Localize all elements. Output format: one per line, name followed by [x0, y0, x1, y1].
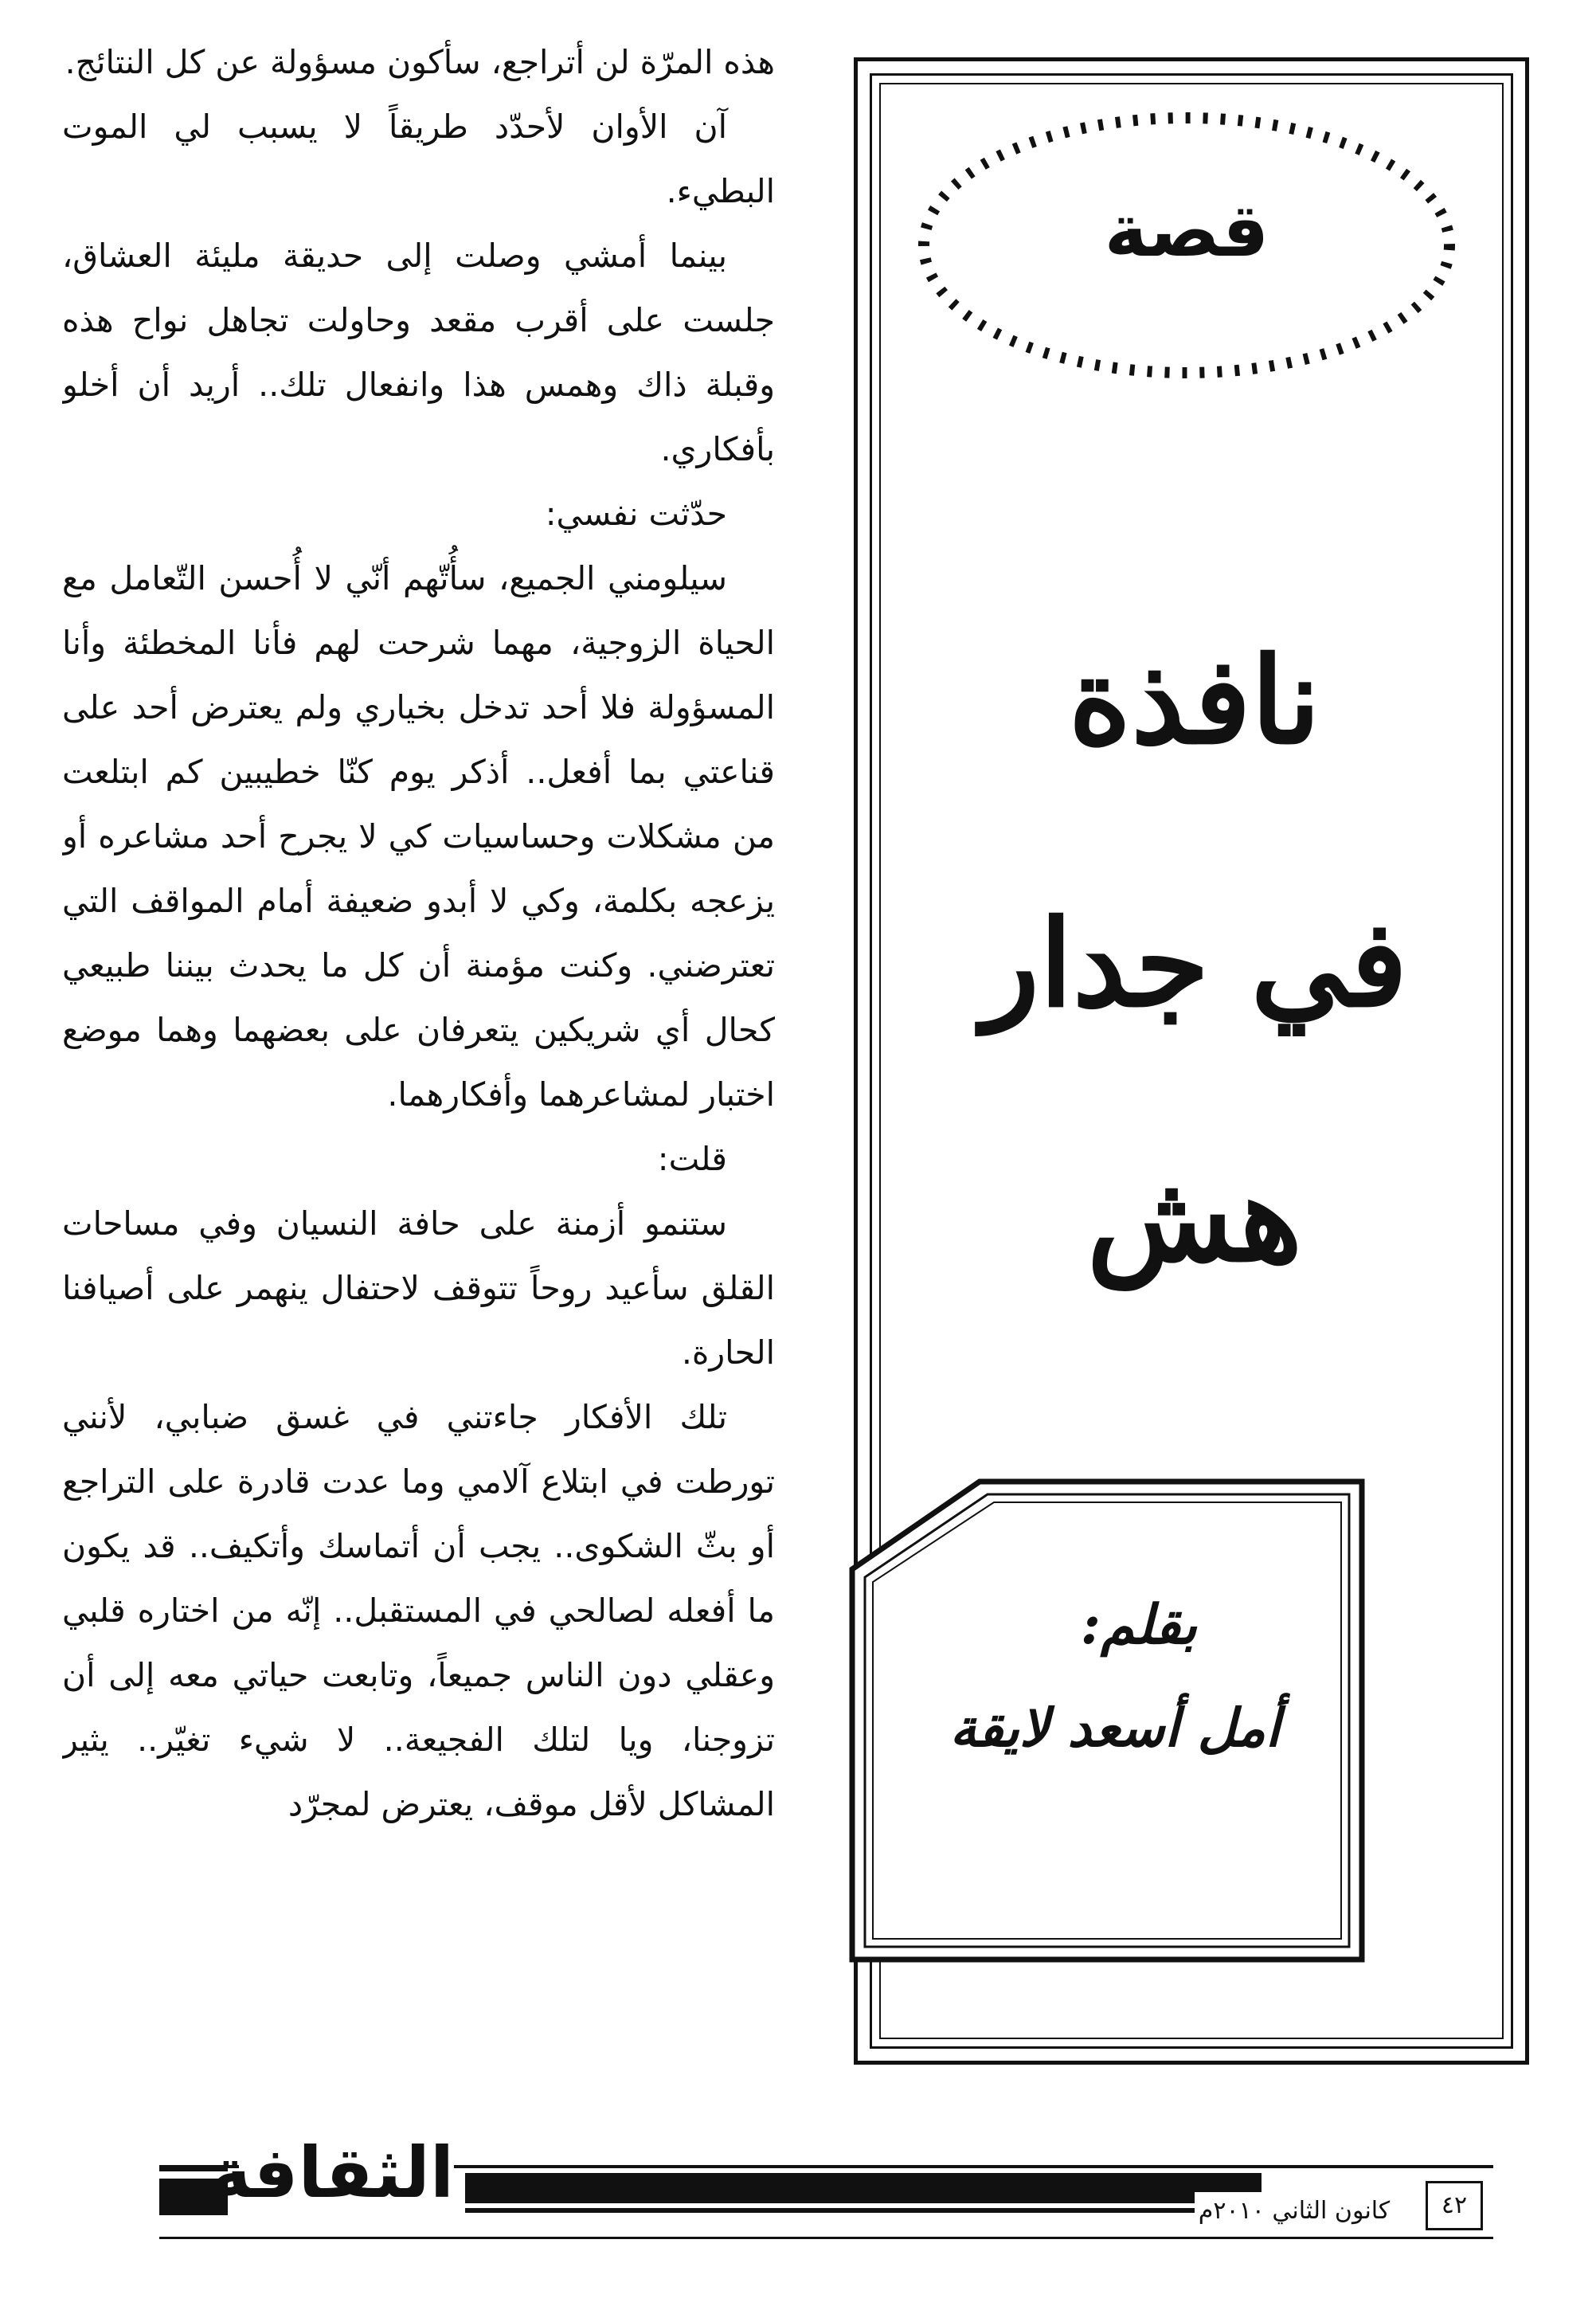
footer-bar-middle-thin	[465, 2208, 1262, 2213]
magazine-name: الثقافة	[239, 2125, 454, 2221]
story-text-column	[62, 30, 775, 2069]
story-title-line-3: هش	[1086, 1149, 1303, 1289]
genre-label: قصة	[1104, 188, 1269, 273]
story-paragraph: ستنمو أزمنة على حافة النسيان وفي مساحات القلق سأعيد روحاً تتوقف لاحتفال ينهمر على أصيافنا الحارة.	[62, 1204, 775, 1372]
byline-label: بقلم:	[1080, 1593, 1198, 1657]
story-paragraph: آن الأوان لأحدّد طريقاً لا يسبب لي الموت البطيء.	[62, 108, 775, 210]
story-paragraph: قلت:	[657, 1140, 727, 1178]
story-paragraph: تلك الأفكار جاءتني في غسق ضبابي، لأنني تورطت في ابتلاع آلامي وما عدت قادرة على التراجع أو بثّ الشكوى.. يجب أن أتماسك وأتكيف.. قد يكون ما أفعله لصالحي في المستقبل.. إنّه من اختاره قلبي وعقلي دون الناس جميعاً، وتابعت حياتي معه إلى أن تزوجنا، ويا لتلك الفجيعة.. لا شيء تغيّر.. يثير المشاكل لأقل موقف، يعترض لمجرّد	[62, 1398, 775, 1823]
story-title-line-2: في جدار	[981, 894, 1408, 1034]
story-paragraph: هذه المرّة لن أتراجع، سأكون مسؤولة عن كل النتائج.	[65, 43, 775, 81]
footer-bar-middle	[465, 2173, 1262, 2203]
story-paragraph: بينما أمشي وصلت إلى حديقة مليئة العشاق، جلست على أقرب مقعد وحاولت تجاهل نواح هذه وقبلة ذاك وهمس هذا وانفعال تلك.. أريد أن أخلو بأفكاري.	[62, 237, 775, 468]
story-paragraph: سيلومني الجميع، سأُتّهم أنّي لا أُحسن التّعامل مع الحياة الزوجية، مهما شرحت لهم فأنا المخطئة وأنا المسؤولة فلا أحد تدخل بخياري ولم يعترض أحد على قناعتي بما أفعل.. أذكر يوم كنّا خطيبين كم ابتلعت من مشكلات وحساسيات كي لا يجرح أحد مشاعره أو يزعجه بكلمة، وكي لا أبدو ضعيفة أمام المواقف التي تعترضني. وكنت مؤمنة أن كل ما يحدث بيننا طبيعي كحال أي شريكين يتعرفان على بعضهما وهما موضع اختبار لمشاعرهما وأفكارهما.	[62, 559, 775, 1114]
issue-date: كانون الثاني ٢٠١٠م	[1195, 2192, 1394, 2230]
story-paragraph: حدّثت نفسي:	[545, 495, 727, 533]
footer-rule-bottom	[159, 2237, 1493, 2239]
author-name: أمل أسعد لايقة	[949, 1697, 1281, 1759]
story-title-line-1: نافذة	[1068, 631, 1321, 771]
page-number: ٤٢	[1426, 2181, 1483, 2230]
